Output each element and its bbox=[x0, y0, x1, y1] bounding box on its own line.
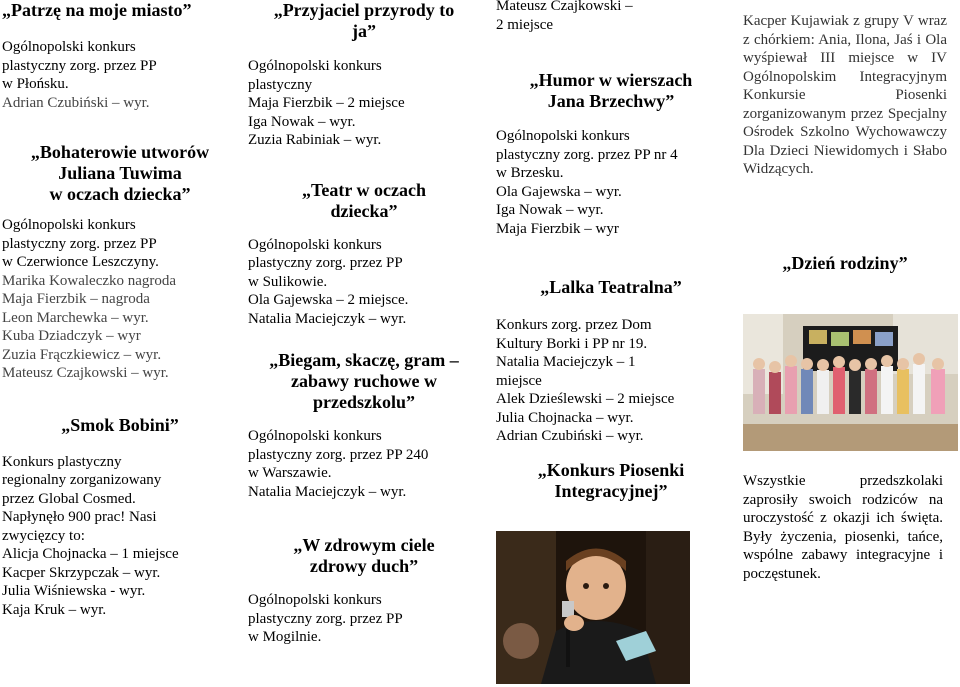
text-line: 2 miejsce bbox=[496, 16, 554, 33]
text-line: plastyczny zorg. przez PP bbox=[248, 255, 403, 271]
title-line: zdrowy duch” bbox=[309, 556, 419, 576]
dzien-rodziny-text-wrap bbox=[743, 472, 943, 583]
section-title-dzien-rodziny: „Dzień rodziny” bbox=[782, 252, 908, 273]
section-title-patrze: „Patrzę na moje miasto” bbox=[2, 0, 192, 20]
text-line: Ogólnopolski konkurs bbox=[496, 128, 630, 144]
text-line: Iga Nowak – wyr. bbox=[496, 202, 604, 218]
text-line: Ogólnopolski konkurs bbox=[2, 217, 136, 233]
column-1 bbox=[2, 0, 238, 619]
text-line: regionalny zorganizowany bbox=[2, 472, 162, 488]
title-line: „Biegam, skaczę, gram – bbox=[269, 350, 459, 370]
text-line: Napłynęło 900 prac! Nasi bbox=[2, 509, 157, 525]
text-line: Ogólnopolski konkurs bbox=[248, 592, 382, 608]
section-title-zdrowy bbox=[248, 535, 480, 577]
title-line: „Humor w wierszach bbox=[529, 70, 693, 90]
family-day-photo-art bbox=[743, 314, 958, 451]
section-text-dzien-rodziny: Wszystkie przedszkolaki zaprosiły swoich rodziców na uroczystość z okazji ich święta. Były życzenia, piosenki, tańce, wspólne zabawy integracyjne i poczęstunek. bbox=[743, 473, 943, 582]
title-line: przedszkolu” bbox=[312, 392, 415, 412]
text-line: Julia Wiśniewska - wyr. bbox=[2, 583, 146, 599]
column-3 bbox=[496, 0, 726, 502]
text-line: Adrian Czubiński – wyr. bbox=[2, 94, 150, 111]
title-line: ja” bbox=[352, 21, 376, 41]
section-title-teatr bbox=[248, 180, 480, 222]
text-line: w Płońsku. bbox=[2, 76, 69, 92]
text-line: Maja Fierzbik – wyr bbox=[496, 220, 619, 237]
text-line: plastyczny bbox=[248, 76, 313, 93]
text-line: Kuba Dziadczyk – wyr bbox=[2, 328, 141, 344]
title-line: „Bohaterowie utworów bbox=[30, 142, 210, 162]
singing-boy-photo bbox=[496, 531, 690, 684]
title-line: Juliana Tuwima bbox=[58, 163, 182, 183]
section-text-teatr bbox=[248, 236, 480, 329]
section-title-biegam bbox=[248, 350, 480, 413]
section-title-przyjaciel bbox=[248, 0, 480, 42]
text-line: Julia Chojnacka – wyr. bbox=[496, 409, 634, 426]
title-line: „Konkurs Piosenki bbox=[537, 459, 685, 480]
title-line: „Teatr w oczach bbox=[302, 179, 426, 200]
section-text-biegam bbox=[248, 427, 480, 501]
section-text-zdrowy bbox=[248, 591, 480, 647]
text-line: Ogólnopolski konkurs bbox=[248, 58, 382, 74]
column-2 bbox=[248, 0, 480, 647]
column-4 bbox=[743, 0, 947, 274]
text-line: w Sulikowie. bbox=[248, 273, 328, 290]
singing-boy-photo-art bbox=[496, 531, 690, 684]
family-day-photo bbox=[743, 314, 958, 451]
title-line: „W zdrowym ciele bbox=[293, 535, 435, 555]
text-line: plastyczny zorg. przez PP bbox=[248, 610, 403, 627]
text-line: plastyczny zorg. przez PP bbox=[2, 235, 157, 252]
text-line: Konkurs plastyczny bbox=[2, 453, 122, 470]
text-line: Natalia Maciejczyk – wyr. bbox=[248, 310, 407, 327]
text-line: Zuzia Frączkiewicz – wyr. bbox=[2, 346, 162, 363]
text-line: Zuzia Rabiniak – wyr. bbox=[248, 132, 382, 148]
text-line: Mateusz Czajkowski – bbox=[496, 0, 633, 14]
title-line: Integracyjnej” bbox=[554, 480, 668, 501]
section-text-humor bbox=[496, 127, 726, 238]
text-line: Natalia Maciejczyk – wyr. bbox=[248, 483, 407, 500]
text-line: Maja Fierzbik – nagroda bbox=[2, 291, 150, 307]
text-line: Konkurs zorg. przez Dom bbox=[496, 317, 652, 333]
text-line: Ogólnopolski konkurs bbox=[248, 236, 382, 253]
text-line: w Mogilnie. bbox=[248, 629, 322, 645]
section-text-lalka bbox=[496, 316, 726, 446]
text-line: zwycięzcy to: bbox=[2, 527, 85, 544]
section-title-bohaterowie bbox=[2, 142, 238, 205]
text-line: Leon Marchewka – wyr. bbox=[2, 309, 149, 326]
text-line: Adrian Czubiński – wyr. bbox=[496, 428, 644, 444]
section-text-bohaterowie bbox=[2, 216, 238, 383]
continued-text bbox=[496, 0, 726, 34]
text-line: Kaja Kruk – wyr. bbox=[2, 601, 107, 618]
section-title-piosenka bbox=[496, 460, 726, 502]
section-text-przyjaciel bbox=[248, 57, 480, 150]
text-line: Iga Nowak – wyr. bbox=[248, 113, 356, 130]
text-line: plastyczny zorg. przez PP bbox=[2, 57, 157, 74]
text-line: Ogólnopolski konkurs bbox=[248, 428, 382, 444]
text-line: Marika Kowaleczko nagroda bbox=[2, 272, 177, 289]
text-line: w Czerwionce Leszczyny. bbox=[2, 254, 159, 270]
text-line: Natalia Maciejczyk – 1 bbox=[496, 354, 636, 370]
section-title-lalka: „Lalka Teatralna” bbox=[540, 277, 682, 297]
text-line: w Warszawie. bbox=[248, 465, 332, 481]
text-line: Kacper Skrzypczak – wyr. bbox=[2, 564, 161, 581]
text-line: plastyczny zorg. przez PP 240 bbox=[248, 446, 429, 463]
section-text-patrze bbox=[2, 38, 238, 112]
section-title-smok: „Smok Bobini” bbox=[61, 414, 179, 435]
text-line: Alicja Chojnacka – 1 miejsce bbox=[2, 546, 179, 562]
text-line: Alek Dzieślewski – 2 miejsce bbox=[496, 391, 675, 407]
title-line: Jana Brzechwy” bbox=[547, 91, 675, 111]
text-line: Ogólnopolski konkurs bbox=[2, 39, 136, 55]
title-line: dziecka” bbox=[330, 200, 398, 221]
text-line: Ola Gajewska – 2 miejsce. bbox=[248, 292, 409, 308]
text-line: w Brzesku. bbox=[496, 165, 564, 181]
title-line: zabawy ruchowe w bbox=[291, 371, 437, 391]
text-line: Maja Fierzbik – 2 miejsce bbox=[248, 95, 405, 111]
text-line: miejsce bbox=[496, 372, 542, 389]
text-line: przez Global Cosmed. bbox=[2, 490, 136, 507]
section-title-humor bbox=[496, 70, 726, 112]
text-line: Ola Gajewska – wyr. bbox=[496, 183, 622, 200]
text-line: Kultury Borki i PP nr 19. bbox=[496, 335, 648, 352]
title-line: „Przyjaciel przyrody to bbox=[273, 0, 455, 20]
text-line: plastyczny zorg. przez PP nr 4 bbox=[496, 146, 678, 163]
text-line: Mateusz Czajkowski – wyr. bbox=[2, 365, 169, 381]
section-text-piosenka: Kacper Kujawiak z grupy V wraz z chórkiem: Ania, Ilona, Jaś i Ola wyśpiewał III miejsce w IV Ogólnopolskim Integracyjnym Konkursie Piosenki zorganizowanym przez Specjalny Ośrodek Szkolno Wychowawczy Dla Dzieci Niewidomych i Słabo Widzących. bbox=[743, 13, 947, 177]
section-text-smok bbox=[2, 453, 238, 620]
title-line: w oczach dziecka” bbox=[49, 184, 191, 204]
